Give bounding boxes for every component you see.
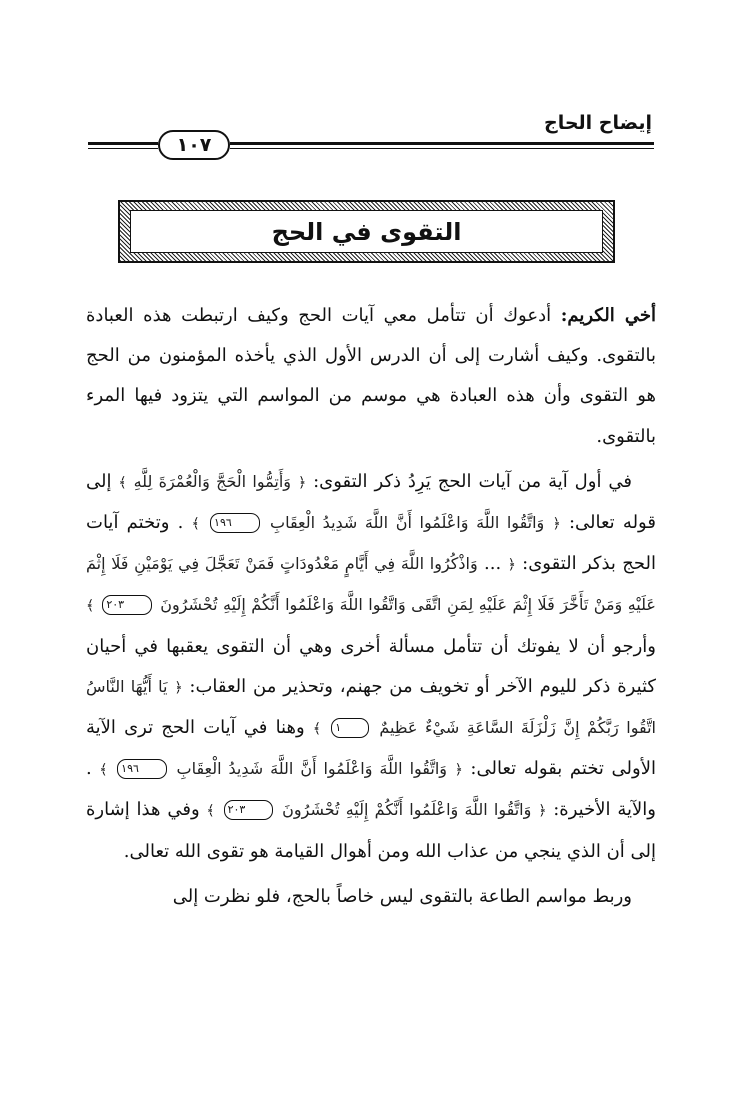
paragraph-text: وهنا في آيات الحج ترى الآية الأولى تختم بقوله تعالى: [86, 717, 656, 780]
quran-brace-open: ﴿ [538, 803, 547, 820]
quran-brace-open: ﴿ [507, 557, 516, 574]
paragraph [86, 296, 656, 457]
quran-brace-open: ﴿ [454, 762, 463, 779]
running-title: إيضاح الحاج [544, 112, 652, 134]
rule-line [88, 148, 158, 149]
quran-brace-close: ﴾ [86, 598, 95, 615]
paragraph [86, 462, 656, 872]
quran-brace-close: ﴾ [99, 762, 108, 779]
quran-verse: يَا أَيُّهَا النَّاسُ اتَّقُوا رَبَّكُمْ إِنَّ زَلْزَلَةَ السَّاعَةِ شَيْءٌ عَظِيمٌ [86, 676, 656, 738]
quran-brace-open: ﴿ [552, 516, 561, 533]
ellipsis: ... [484, 553, 502, 575]
quran-brace-close: ﴾ [206, 803, 215, 820]
paragraph-text: أدعوك أن تتأمل معي آيات الحج وكيف ارتبطت هذه العبادة بالتقوى. وكيف أشارت إلى أن الدرس الأول الذي يأخذه المؤمنون من الحج هو التقوى وأن هذه العبادة هي موسم من المواسم التي يتزود فيها المرء بالتقوى. [86, 305, 656, 447]
quran-brace-close: ﴾ [312, 721, 322, 738]
body-text [86, 296, 656, 922]
ayah-number: ٢٠٣ [224, 800, 274, 820]
quran-verse: وَاتَّقُوا اللَّهَ وَاعْلَمُوا أَنَّ اللَّهَ شَدِيدُ الْعِقَابِ [270, 513, 545, 533]
header-rule [88, 130, 654, 166]
quran-verse: وَاذْكُرُوا اللَّهَ فِي أَيَّامٍ مَعْدُودَاتٍ فَمَنْ تَعَجَّلَ فِي يَوْمَيْنِ فَلَا إِثْمَ عَلَيْهِ وَمَنْ تَأَخَّرَ فَلَا إِثْمَ عَلَيْهِ لِمَنِ اتَّقَى وَاتَّقُوا اللَّهَ وَاعْلَمُوا أَنَّكُمْ إِلَيْهِ تُحْشَرُونَ [86, 554, 656, 615]
quran-verse: وَاتَّقُوا اللَّهَ وَاعْلَمُوا أَنَّ اللَّهَ شَدِيدُ الْعِقَابِ [176, 759, 448, 779]
quran-verse: وَأَتِمُّوا الْحَجَّ وَالْعُمْرَةَ لِلَّهِ [133, 471, 291, 491]
quran-brace-close: ﴾ [191, 516, 200, 533]
ayah-number: ٢٠٣ [102, 595, 152, 615]
paragraph-text: إلى قوله تعالى: [86, 470, 656, 534]
quran-brace-close: ﴾ [118, 474, 127, 491]
ayah-number: ١٩٦ [117, 759, 167, 779]
paragraph-text: في أول آية من آيات الحج يَرِدُ ذكر التقوى: [306, 470, 632, 492]
quran-brace-open: ﴿ [174, 679, 183, 696]
section-title: التقوى في الحج [130, 210, 603, 253]
paragraph-text: وأرجو أن لا يفوتك أن تتأمل مسألة أخرى وهي أن التقوى يعقبها في أحيان كثيرة ذكر لليوم الآخر أو تخويف من جهنم، وتحذير من العقاب: [86, 635, 657, 697]
paragraph [86, 877, 656, 917]
paragraph-text: . والآية الأخيرة: [86, 758, 656, 821]
paragraph-text: وفي هذا إشارة إلى أن الذي ينجي من عذاب الله ومن أهوال القيامة هو تقوى الله تعالى. [86, 799, 656, 862]
rule-line [88, 142, 158, 145]
section-title-frame [118, 200, 615, 263]
paragraph-text: . وتختم آيات الحج بذكر التقوى: [86, 512, 656, 575]
quran-brace-open: ﴿ [297, 474, 307, 491]
paragraph-lead: أخي الكريم: [560, 305, 656, 326]
rule-line [230, 148, 654, 149]
page-number: ١٠٧ [158, 130, 230, 160]
ayah-number: ١ [331, 718, 369, 738]
quran-verse: وَاتَّقُوا اللَّهَ وَاعْلَمُوا أَنَّكُمْ إِلَيْهِ تُحْشَرُونَ [282, 800, 532, 820]
rule-line [230, 142, 654, 145]
paragraph-text: وربط مواسم الطاعة بالتقوى ليس خاصاً بالحج، فلو نظرت إلى [172, 885, 632, 907]
ayah-number: ١٩٦ [210, 513, 260, 533]
